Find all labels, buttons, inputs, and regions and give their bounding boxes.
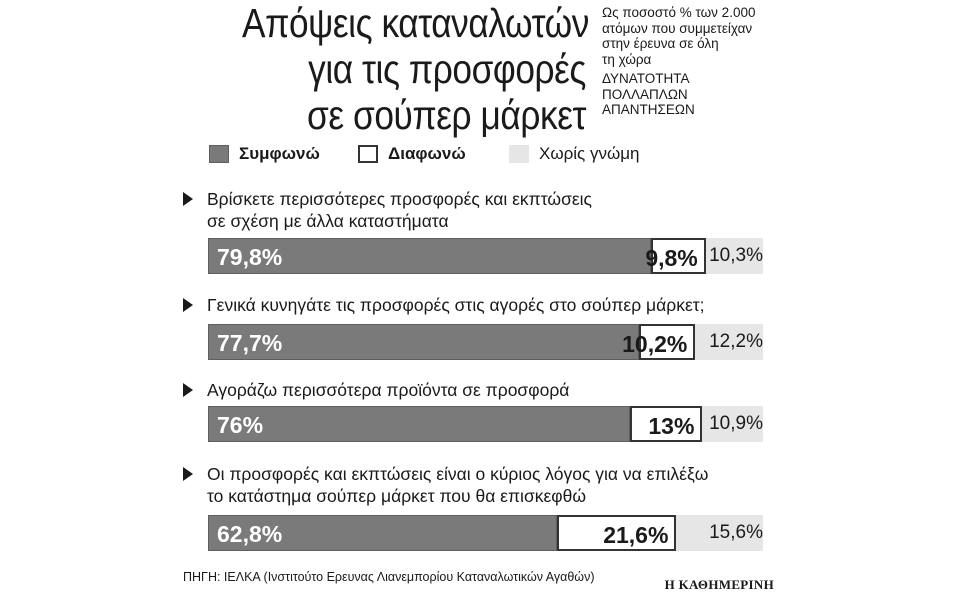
question-text-line: Βρίσκετε περισσότερες προσφορές και εκπτώσεις — [207, 189, 592, 209]
legend-label: Διαφωνώ — [388, 144, 466, 163]
source-note: ΠΗΓΗ: ΙΕΛΚΑ (Ινστιτούτο Ερευνας Λιανεμπορίου Καταναλωτικών Αγαθών) — [183, 570, 595, 584]
legend-swatch — [209, 145, 229, 163]
bar-disagree — [557, 515, 677, 551]
question-text-line: το κατάστημα σούπερ μάρκετ που θα επισκεφθώ — [207, 486, 587, 506]
bar-no-opinion — [706, 238, 763, 274]
title-line: Απόψεις καταναλωτών — [242, 0, 589, 46]
bar-disagree — [630, 406, 702, 442]
bar-agree — [208, 406, 630, 442]
bar-agree — [208, 515, 557, 551]
title-line: για τις προσφορές — [308, 46, 586, 92]
bar-no-opinion — [695, 324, 763, 360]
legend-label: Χωρίς γνώμη — [539, 144, 640, 163]
bullet-arrow-icon — [183, 383, 193, 397]
question-text-line: σε σχέση με άλλα καταστήματα — [207, 211, 449, 231]
data-label: 77,7% — [217, 330, 283, 356]
bar-row — [208, 324, 763, 360]
subtitle-line: ατόμων που συμμετείχαν — [602, 20, 753, 36]
data-label: 10,9% — [709, 413, 763, 434]
title-line: σε σούπερ μάρκετ — [307, 92, 586, 138]
bullet-arrow-icon — [183, 467, 193, 481]
bar-agree — [208, 238, 651, 274]
note-line: ΔΥΝΑΤΟΤΗΤΑ — [602, 71, 690, 86]
data-label: 13% — [648, 413, 695, 439]
data-label: 12,2% — [709, 331, 763, 352]
multiple-answers-note — [602, 71, 792, 118]
data-label: 62,8% — [217, 521, 283, 547]
subtitle-line: στην έρευνα σε όλη — [602, 36, 719, 51]
publisher-logo: Η ΚΑΘΗΜΕΡΙΝΗ — [664, 577, 774, 592]
data-label: 21,6% — [603, 522, 669, 548]
data-label: 9,8% — [645, 245, 698, 271]
legend-label: Συμφωνώ — [239, 144, 320, 163]
question-text-line: Οι προσφορές και εκπτώσεις είναι ο κύριος λόγος για να επιλέξω — [207, 464, 709, 484]
legend-swatch — [358, 145, 378, 163]
bar-no-opinion — [702, 406, 763, 442]
data-label: 76% — [217, 412, 264, 438]
bar-row — [208, 515, 763, 551]
data-label: 79,8% — [217, 244, 283, 270]
data-label: 10,3% — [709, 245, 763, 266]
bar-disagree — [645, 238, 705, 274]
subtitle-line: τη χώρα — [602, 51, 652, 67]
bar-no-opinion — [676, 515, 763, 551]
bar-row — [208, 238, 763, 274]
chart-subtitle — [602, 5, 792, 118]
bar-row — [208, 406, 763, 442]
bar-agree — [208, 324, 639, 360]
data-label: 15,6% — [709, 522, 763, 543]
note-line: ΠΟΛΛΑΠΛΩΝ — [602, 86, 688, 102]
legend-swatch — [509, 145, 529, 163]
note-line: ΑΠΑΝΤΗΣΕΩΝ — [602, 102, 695, 117]
data-label: 10,2% — [622, 331, 688, 357]
question-text-line: Γενικά κυνηγάτε τις προσφορές στις αγορές στο σούπερ μάρκετ; — [207, 295, 705, 315]
question-text-line: Αγοράζω περισσότερα προϊόντα σε προσφορά — [207, 380, 570, 400]
bar-disagree — [622, 324, 696, 360]
chart-title — [242, 0, 589, 138]
bullet-arrow-icon — [183, 298, 193, 312]
subtitle-line: Ως ποσοστό % των 2.000 — [602, 5, 756, 20]
bullet-arrow-icon — [183, 192, 193, 206]
